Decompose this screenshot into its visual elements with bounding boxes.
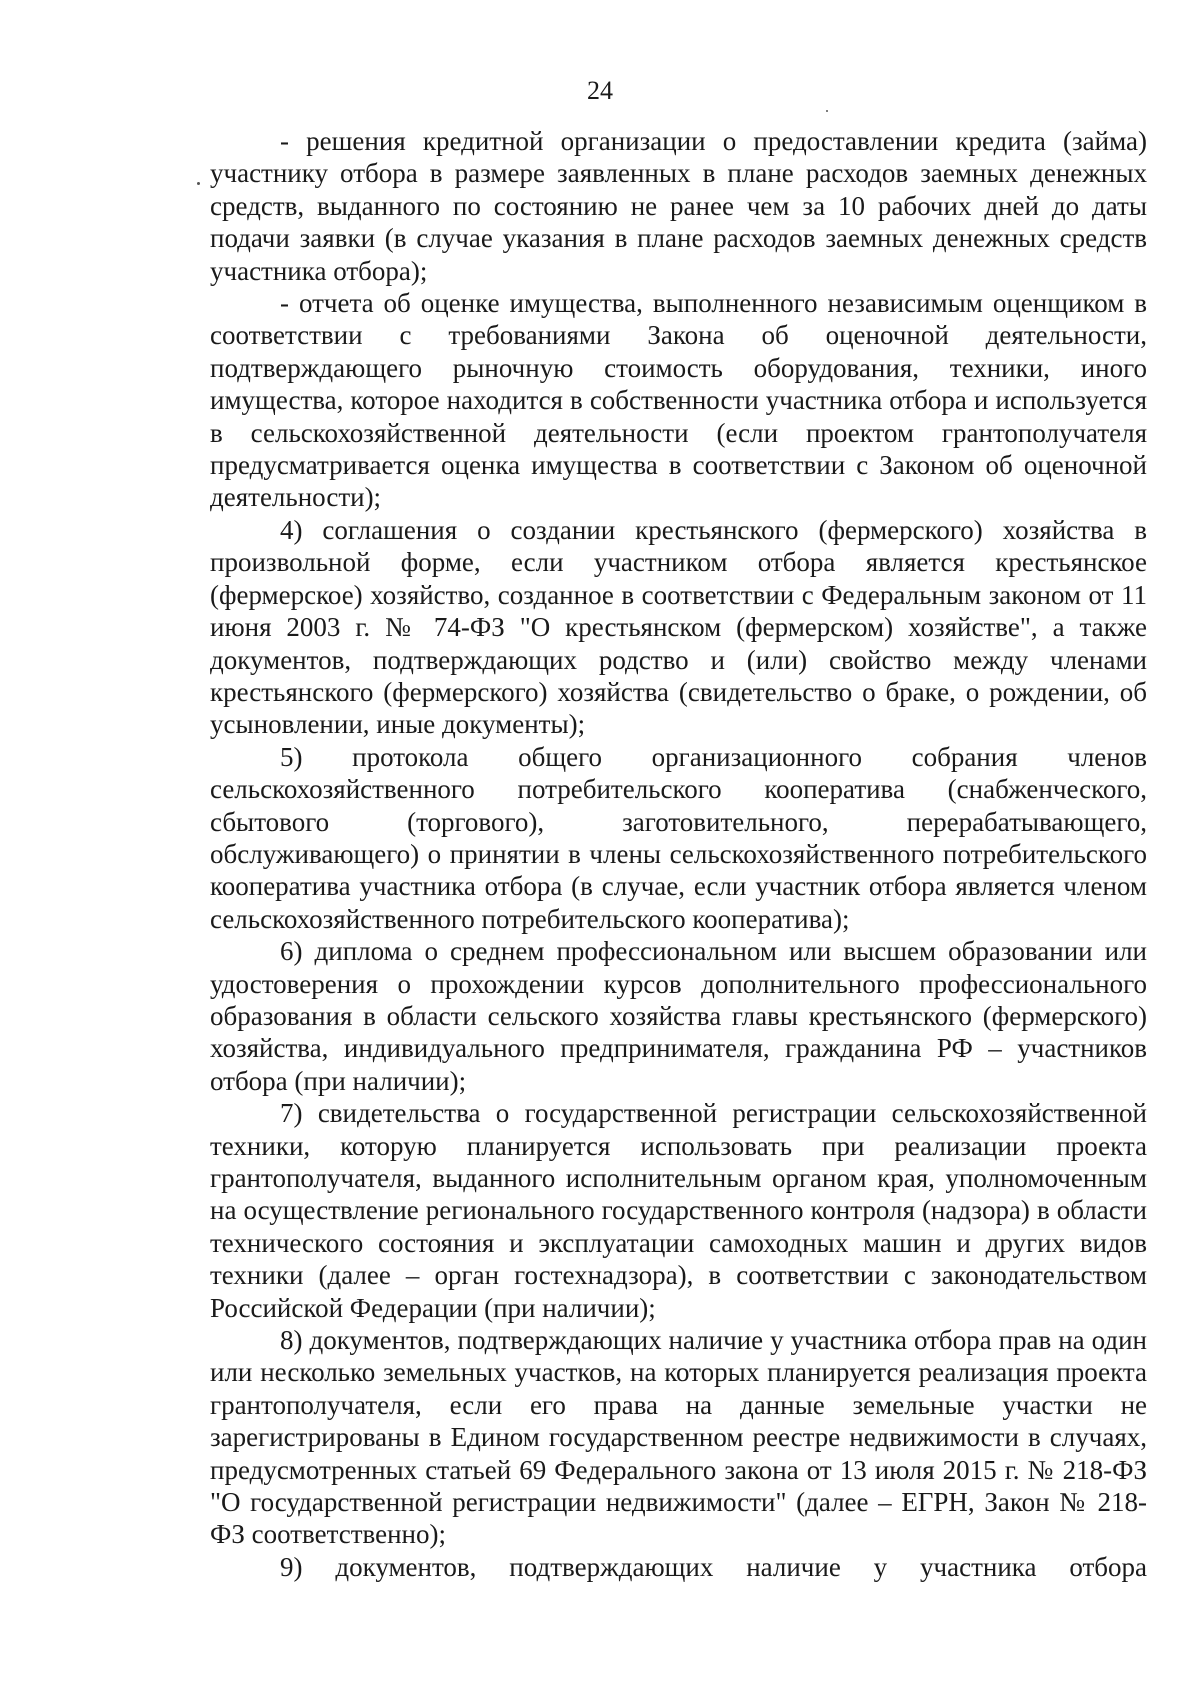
page-number: 24 (587, 76, 613, 105)
paragraph-5-cooperative-protocol: 5) протокола общего организационного собрания членов сельскохозяйственного потребительского кооператива (снабженческого, сбытового (торгового), заготовительного, перерабатывающего, обслуживающего) о принятии в члены сельскохозяйственного потребительского кооператива участника отбора (в случае, если участник отбора является членом сельскохозяйственного потребительского кооператива); (210, 741, 1147, 934)
paragraph-property-valuation: - отчета об оценке имущества, выполненного независимым оценщиком в соответствии с требованиями Закона об оценочной деятельности, подтверждающего рыночную стоимость оборудования, техники, иного имущества, которое находится в собственности участника отбора и используется в сельскохозяйственной деятельности (если проектом грантополучателя предусматривается оценка имущества в соответствии с Законом об оценочной деятельности); (210, 288, 1147, 513)
paragraph-6-diploma: 6) диплома о среднем профессиональном или высшем образовании или удостоверения о прохождении курсов дополнительного профессионального образования в области сельского хозяйства главы крестьянского (фермерского) хозяйства, индивидуального предпринимателя, гражданина РФ – участников отбора (при наличии); (210, 936, 1147, 1096)
paragraph-4-farm-agreement: 4) соглашения о создании крестьянского (фермерского) хозяйства в произвольной форме, если участником отбора является крестьянское (фермерское) хозяйство, созданное в соответствии с Федеральным законом от 11 июня 2003 г. № 74-ФЗ "О крестьянском (фермерском) хозяйстве", а также документов, подтверждающих родство и (или) свойство между членами крестьянского (фермерского) хозяйства (свидетельство о браке, о рождении, об усыновлении, иные документы); (210, 514, 1147, 740)
scan-speck (197, 182, 200, 185)
paragraph-8-land-documents: 8) документов, подтверждающих наличие у участника отбора прав на один или несколько земельных участков, на которых планируется реализация проекта грантополучателя, если его права на данные земельные участки не зарегистрированы в Едином государственном реестре недвижимости в случаях, предусмотренных статьей 69 Федерального закона от 13 июля 2015 г. № 218-ФЗ "О государственной регистрации недвижимости" (далее – ЕГРН, Закон № 218-ФЗ соответственно); (210, 1325, 1147, 1550)
scan-speck (826, 110, 828, 112)
paragraph-9-documents: 9) документов, подтверждающих наличие у участника отбора (280, 1551, 1147, 1582)
document-body (210, 125, 1147, 1583)
paragraph-7-machinery-registration: 7) свидетельства о государственной регистрации сельскохозяйственной техники, которую планируется использовать при реализации проекта грантополучателя, выданного исполнительным органом края, уполномоченным на осуществление регионального государственного контроля (надзора) в области технического состояния и эксплуатации самоходных машин и других видов техники (далее – орган гостехнадзора), в соответствии с законодательством Российской Федерации (при наличии); (210, 1098, 1147, 1323)
paragraph-credit-decision: - решения кредитной организации о предоставлении кредита (займа) участнику отбора в размере заявленных в плане расходов заемных денежных средств, выданного по состоянию не ранее чем за 10 рабочих дней до даты подачи заявки (в случае указания в плане расходов заемных денежных средств участника отбора); (210, 126, 1147, 286)
